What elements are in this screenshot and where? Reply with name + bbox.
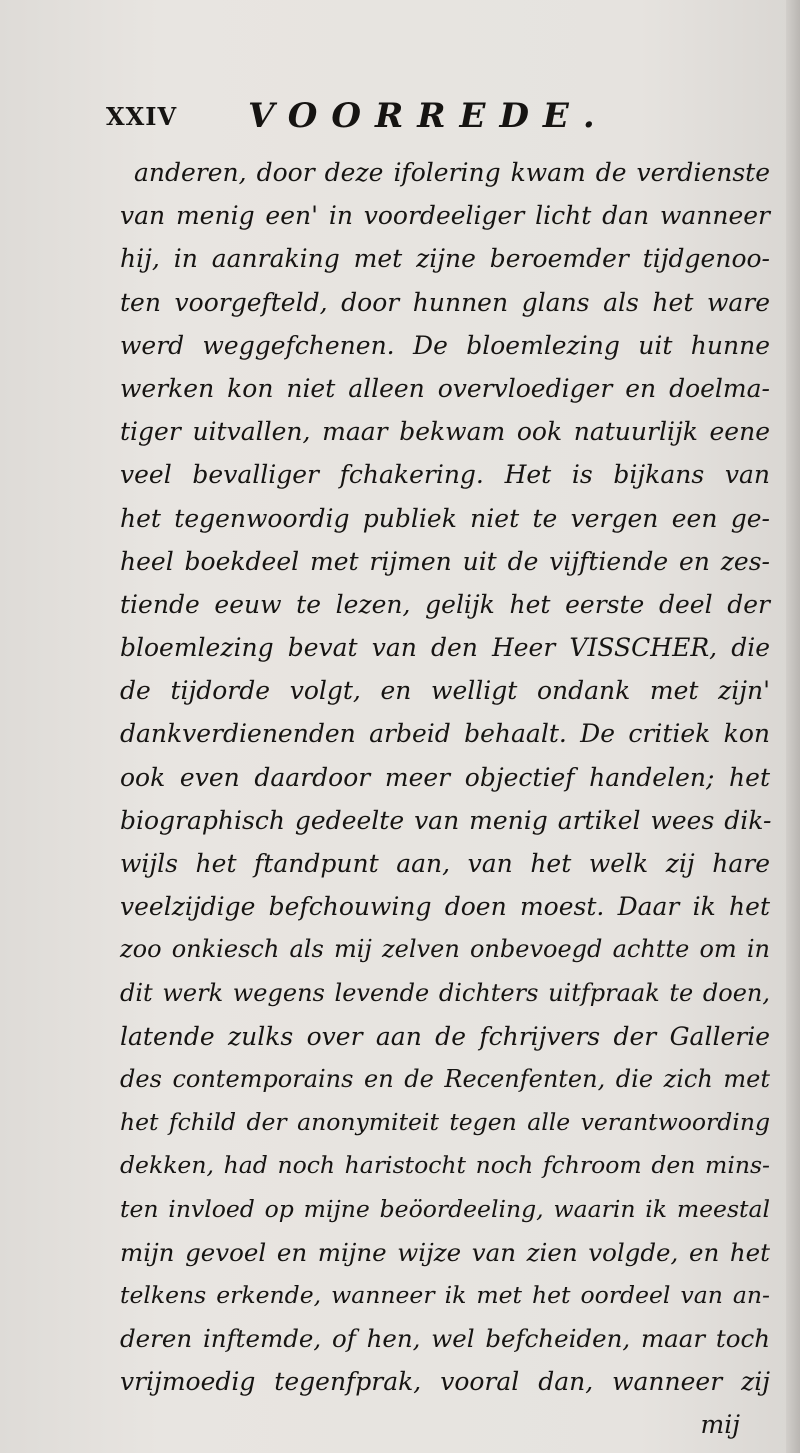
text-line: van menig een' in voordeeliger licht dan wanneer bbox=[120, 201, 770, 231]
text-line: werken kon niet alleen overvloediger en doelma- bbox=[120, 373, 770, 403]
text-line: ten invloed op mijne beöordeeling, waarin ik meestal bbox=[120, 1194, 770, 1223]
text-line: veelzijdige befchouwing doen moest. Daar ik het bbox=[120, 892, 770, 922]
text-line: bloemlezing bevat van den Heer VISSCHER, die bbox=[120, 633, 770, 663]
text-line: dit werk wegens levende dichters uitfpraak te doen, bbox=[120, 978, 770, 1007]
text-line: tiende eeuw te lezen, gelijk het eerste deel der bbox=[120, 589, 770, 619]
text-line: veel bevalliger fchakering. Het is bijkans van bbox=[120, 460, 770, 490]
text-line: biographisch gedeelte van menig artikel wees dik- bbox=[120, 805, 772, 835]
text-line: vrijmoedig tegenfprak, vooral dan, wanneer zij bbox=[120, 1367, 770, 1397]
text-line: ten voorgefteld, door hunnen glans als het ware bbox=[120, 287, 770, 317]
text-line: de tijdorde volgt, en welligt ondank met zijn' bbox=[120, 676, 770, 706]
body-text bbox=[120, 151, 770, 1447]
text-line: het fchild der anonymiteit tegen alle verantwoording bbox=[120, 1108, 770, 1137]
text-line: het tegenwoordig publiek niet te vergen een ge- bbox=[120, 503, 770, 533]
text-line: zoo onkiesch als mij zelven onbevoegd achtte om in bbox=[120, 935, 770, 964]
text-line: wijls het ftandpunt aan, van het welk zij hare bbox=[120, 849, 770, 878]
running-head: VOORREDE. bbox=[248, 96, 609, 136]
text-line: latende zulks over aan de fchrijvers der Gallerie bbox=[120, 1021, 770, 1051]
text-line: dankverdienenden arbeid behaalt. De critiek kon bbox=[120, 719, 770, 749]
page-header bbox=[106, 96, 766, 142]
text-line: tiger uitvallen, maar bekwam ook natuurlijk eene bbox=[120, 417, 770, 447]
text-line: werd weggefchenen. De bloemlezing uit hunne bbox=[120, 330, 770, 360]
text-line: dekken, had noch haristocht noch fchroom den mins- bbox=[120, 1151, 770, 1180]
text-line: ook even daardoor meer objectief handelen; het bbox=[120, 762, 770, 792]
page-number: XXIV bbox=[106, 102, 178, 131]
catchword: mij bbox=[700, 1410, 740, 1440]
text-line: mijn gevoel en mijne wijze van zien volgde, en het bbox=[120, 1237, 770, 1267]
page-edge-shadow bbox=[786, 0, 800, 1453]
text-line: des contemporains en de Recenfenten, die zich met bbox=[120, 1064, 770, 1093]
text-line: hij, in aanraking met zijne beroemder tijdgenoo- bbox=[120, 244, 770, 274]
text-line: telkens erkende, wanneer ik met het oordeel van an- bbox=[120, 1280, 770, 1309]
text-line: anderen, door deze ifolering kwam de verdienste bbox=[134, 158, 770, 187]
text-line: heel boekdeel met rijmen uit de vijftiende en zes- bbox=[120, 546, 770, 576]
text-line: deren inftemde, of hen, wel befcheiden, maar toch bbox=[120, 1324, 770, 1354]
